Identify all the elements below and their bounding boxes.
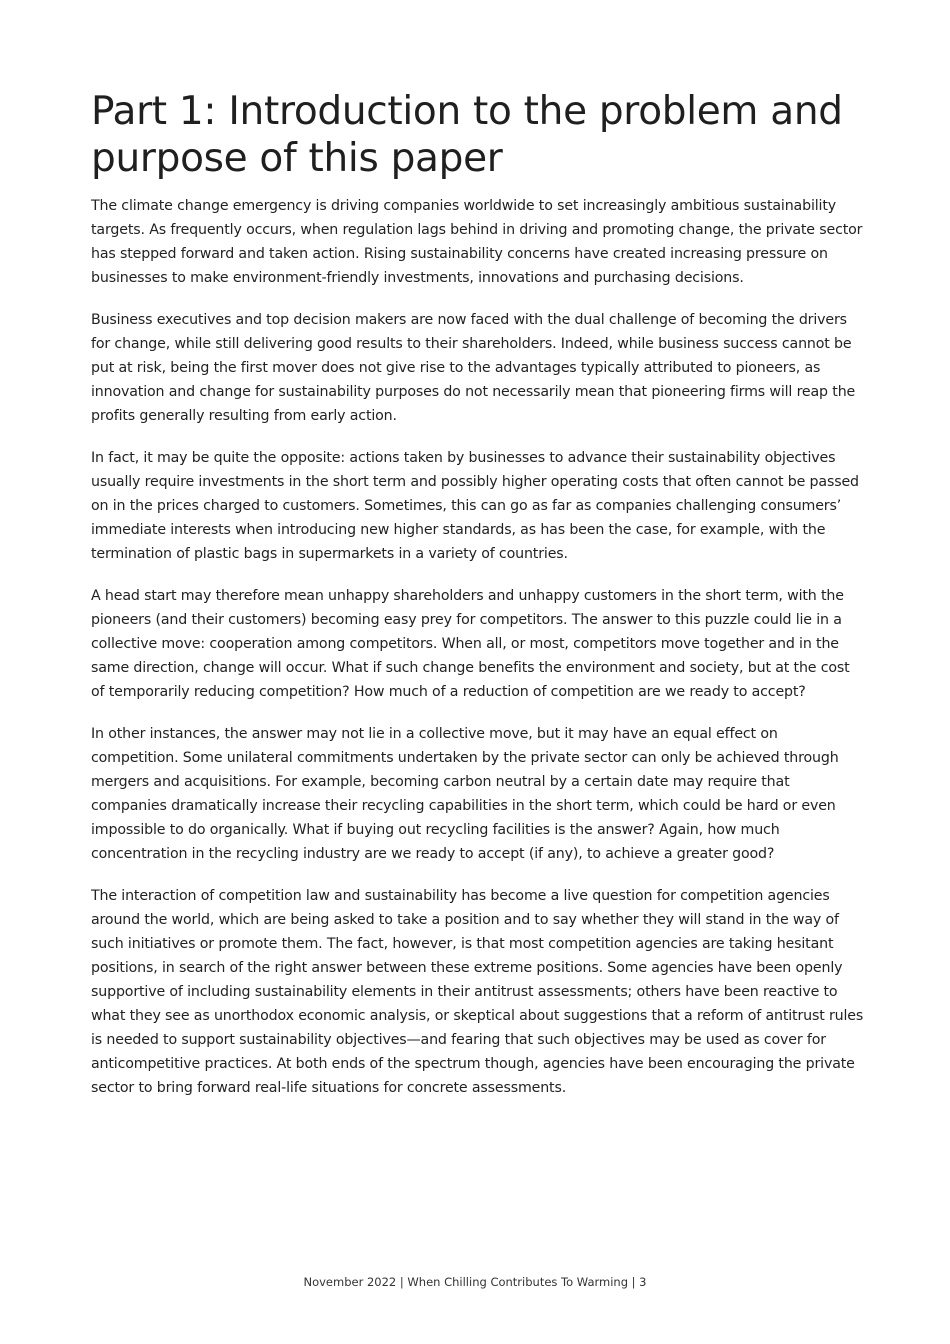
paragraph-6: The interaction of competition law and sustainability has become a live question for competition agencies around the world, which are being asked to take a position and to say whether they will stand in the way of such initiatives or promote them. The fact, however, is that most competition agencies are taking hesitant positions, in search of the right answer between these extreme positions. Some agencies have been openly supportive of including sustainability elements in their antitrust assessments; others have been reactive to what they see as unorthodox economic analysis, or skeptical about suggestions that a reform of antitrust rules is needed to support sustainability objectives—and fearing that such objectives may be used as cover for anticompetitive practices. At both ends of the spectrum though, agencies have been encouraging the private sector to bring forward real-life situations for concrete assessments. (91, 888, 864, 1096)
page-content (91, 88, 866, 1118)
paragraph-5: In other instances, the answer may not lie in a collective move, but it may have an equal effect on competition. Some unilateral commitments undertaken by the private sector can only be achieved through mergers and acquisitions. For example, becoming carbon neutral by a certain date may require that companies dramatically increase their recycling capabilities in the short term, which could be hard or even impossible to do organically. What if buying out recycling facilities is the answer? Again, how much concentration in the recycling industry are we ready to accept (if any), to achieve a greater good? (91, 726, 839, 862)
paragraph-4: A head start may therefore mean unhappy shareholders and unhappy customers in the short term, with the pioneers (and their customers) becoming easy prey for competitors. The answer to this puzzle could lie in a collective move: cooperation among competitors. When all, or most, competitors move together and in the same direction, change will occur. What if such change benefits the environment and society, but at the cost of temporarily reducing competition? How much of a reduction of competition are we ready to accept? (91, 588, 850, 700)
paragraph-3: In fact, it may be quite the opposite: actions taken by businesses to advance their sustainability objectives usually require investments in the short term and possibly higher operating costs that often cannot be passed on in the prices charged to customers. Sometimes, this can go as far as companies challenging consumers’ immediate interests when introducing new higher standards, as has been the case, for example, with the termination of plastic bags in supermarkets in a variety of countries. (91, 450, 859, 562)
section-title: Part 1: Introduction to the problem and purpose of this paper (91, 89, 843, 181)
paragraph-2: Business executives and top decision makers are now faced with the dual challenge of becoming the drivers for change, while still delivering good results to their shareholders. Indeed, while business success cannot be put at risk, being the first mover does not give rise to the advantages typically attributed to pioneers, as innovation and change for sustainability purposes do not necessarily mean that pioneering firms will reap the profits generally resulting from early action. (91, 312, 856, 424)
paragraph-1: The climate change emergency is driving companies worldwide to set increasingly ambitious sustainability targets. As frequently occurs, when regulation lags behind in driving and promoting change, the private sector has stepped forward and taken action. Rising sustainability concerns have created increasing pressure on businesses to make environment-friendly investments, innovations and purchasing decisions. (91, 198, 863, 286)
page-footer: November 2022 | When Chilling Contributes To Warming | 3 (303, 1275, 647, 1289)
